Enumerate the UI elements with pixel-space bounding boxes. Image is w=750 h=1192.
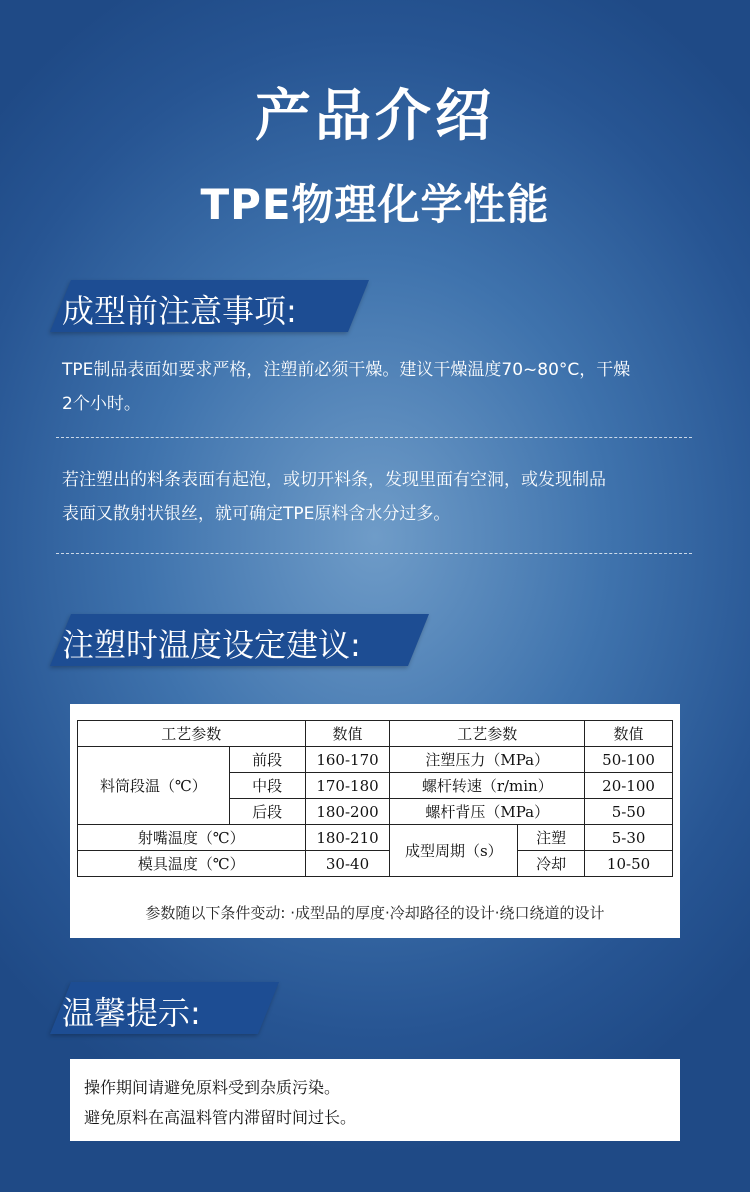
tips-card — [70, 1059, 680, 1141]
section-banner-tips — [32, 982, 252, 1034]
table-row — [78, 825, 673, 851]
text-line: TPE制品表面如要求严格，注塑前必须干燥。建议干燥温度70~80°C，干燥 — [62, 360, 631, 380]
table-cell: 料筒段温（℃） — [78, 747, 230, 825]
table-cell: 10-50 — [585, 851, 673, 877]
table-cell: 180-210 — [305, 825, 390, 851]
table-cell: 螺杆转速（r/min） — [390, 773, 585, 799]
table-cell: 170-180 — [305, 773, 390, 799]
table-row — [78, 851, 673, 877]
tip-text: 操作期间请避免原料受到杂质污染。 — [84, 1078, 341, 1097]
table-header: 工艺参数 — [390, 721, 585, 747]
table-header: 数值 — [305, 721, 390, 747]
table-cell: 注塑压力（MPa） — [390, 747, 585, 773]
table-note: 参数随以下条件变动: ·成型品的厚度·冷却路径的设计·绕口绕道的设计 — [145, 904, 605, 922]
table-header: 数值 — [585, 721, 673, 747]
table-header-row — [78, 721, 673, 747]
table-cell: 模具温度（℃） — [78, 851, 306, 877]
table-cell: 后段 — [229, 799, 305, 825]
table-cell: 160-170 — [305, 747, 390, 773]
tip-text: 避免原料在高温料管内滞留时间过长。 — [84, 1108, 357, 1127]
table-cell: 180-200 — [305, 799, 390, 825]
table-cell: 20-100 — [585, 773, 673, 799]
dashed-divider — [56, 553, 692, 554]
table-cell: 成型周期（s） — [390, 825, 518, 877]
table-row — [78, 747, 673, 773]
parameter-table-card — [70, 704, 680, 938]
text-line: 若注塑出的料条表面有起泡，或切开料条，发现里面有空洞，或发现制品 — [62, 470, 606, 490]
table-cell: 螺杆背压（MPa） — [390, 799, 585, 825]
text-line: 2个小时。 — [62, 394, 141, 414]
table-cell: 冷却 — [518, 851, 585, 877]
text-line: 表面又散射状银丝，就可确定TPE原料含水分过多。 — [62, 504, 451, 524]
table-cell: 前段 — [229, 747, 305, 773]
table-cell: 中段 — [229, 773, 305, 799]
section-heading: 温馨提示: — [62, 994, 201, 1032]
table-cell: 5-30 — [585, 825, 673, 851]
table-cell: 注塑 — [518, 825, 585, 851]
page-subtitle: TPE物理化学性能 — [200, 180, 550, 229]
section-banner-precautions — [32, 280, 342, 332]
precaution-paragraph-1 — [62, 353, 702, 421]
table-header: 工艺参数 — [78, 721, 306, 747]
table-cell: 5-50 — [585, 799, 673, 825]
parameter-table — [77, 720, 673, 877]
table-cell: 50-100 — [585, 747, 673, 773]
section-heading: 注塑时温度设定建议: — [62, 626, 361, 664]
dashed-divider — [56, 437, 692, 438]
section-banner-temperature — [32, 614, 402, 666]
page-title: 产品介绍 — [255, 84, 495, 149]
table-cell: 30-40 — [305, 851, 390, 877]
precaution-paragraph-2 — [62, 463, 702, 531]
table-cell: 射嘴温度（℃） — [78, 825, 306, 851]
section-heading: 成型前注意事项: — [62, 292, 297, 330]
